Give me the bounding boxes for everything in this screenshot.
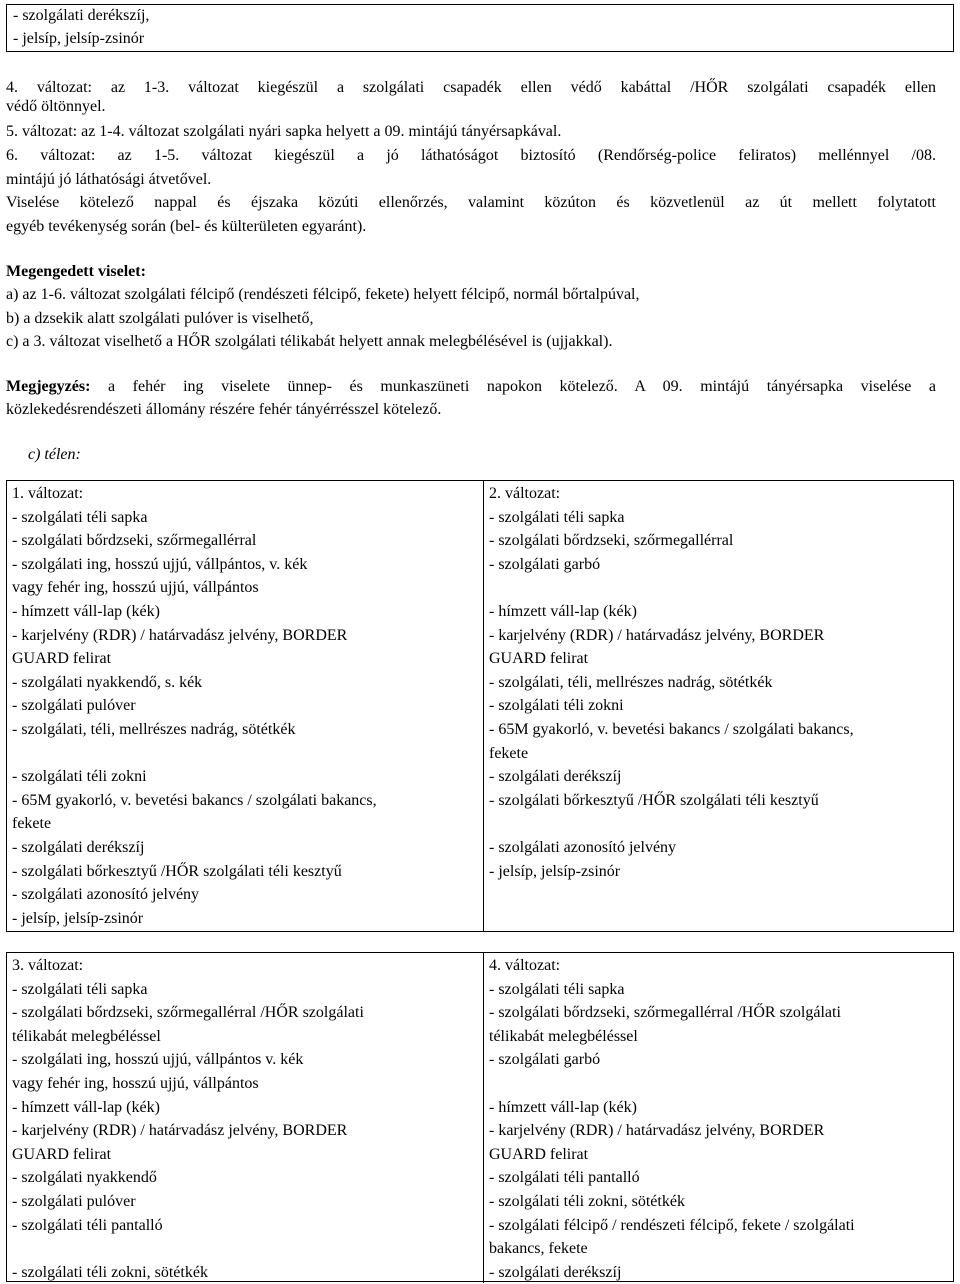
top-list-box (6, 4, 954, 52)
table-row: - szolgálati téli sapka (12, 980, 148, 998)
allowed-item-b: b) a dzsekik alatt szolgálati pulóver is viselhető, (6, 310, 314, 327)
table-row: - szolgálati bőrkesztyű /HŐR szolgálati téli kesztyű (489, 791, 819, 809)
allowed-heading: Megengedett viselet: (6, 263, 146, 280)
top-box-line: - jelsíp, jelsíp-zsinór (13, 30, 145, 47)
note-line-2: közlekedésrendészeti állomány részére fehér tányérrésszel kötelező. (6, 401, 442, 418)
table-row: 4. változat: (489, 957, 561, 974)
table-row: - szolgálati téli zokni, sötétkék (489, 1193, 685, 1210)
table-row: - karjelvény (RDR) / határvadász jelvény, BORDER (489, 626, 825, 644)
table-row: - hímzett váll-lap (kék) (489, 603, 637, 620)
table-row: - szolgálati ing, hosszú ujjú, vállpántos, v. kék (12, 555, 308, 573)
table-row: - hímzett váll-lap (kék) (12, 1098, 160, 1116)
table-row: - szolgálati téli sapka (489, 980, 625, 998)
table-row: - szolgálati nyakkendő, s. kék (12, 673, 203, 691)
table-row: vagy fehér ing, hosszú ujjú, vállpántos (12, 1075, 259, 1092)
table-row: - 65M gyakorló, v. bevetési bakancs / szolgálati bakancs, (12, 791, 377, 809)
table-row: - szolgálati pulóver (12, 1193, 136, 1210)
table-row: - karjelvény (RDR) / határvadász jelvény, BORDER (12, 626, 348, 644)
table-row: - szolgálati bőrdzseki, szőrmegallérral /HŐR szolgálati (12, 1004, 364, 1022)
table-row: - szolgálati garbó (489, 555, 601, 573)
table-row: - szolgálati ing, hosszú ujjú, vállpántos v. kék (12, 1051, 304, 1069)
table-row: 1. változat: (12, 485, 84, 502)
variant-6-line-2: mintájú jó láthatósági átvetővel. (6, 171, 212, 188)
table-row: - szolgálati téli zokni (12, 768, 147, 786)
table-row: GUARD felirat (12, 650, 112, 668)
table-row: - szolgálati garbó (489, 1051, 601, 1069)
allowed-item-c: c) a 3. változat viselhető a HŐR szolgálati télikabát helyett annak melegbélésével is (ujjakkal). (6, 333, 613, 350)
table-row: - szolgálati azonosító jelvény (489, 839, 677, 856)
table-row: - szolgálati félcipő / rendészeti félcipő, fekete / szolgálati (489, 1216, 855, 1234)
table-row: - szolgálati téli zokni, sötétkék (12, 1263, 208, 1281)
table-row: - szolgálati, téli, mellrészes nadrág, sötétkék (489, 673, 773, 691)
column-divider (483, 953, 484, 1283)
table-row: - szolgálati derékszíj (489, 1263, 622, 1281)
table-row: - szolgálati nyakkendő (12, 1169, 157, 1187)
winter-label: c) télen: (28, 446, 81, 463)
note-text: a fehér ing viselete ünnep- és munkaszüneti napokon kötelező. A 09. mintájú tányérsapka viselése a (90, 378, 936, 395)
table-winter-3-4 (6, 952, 954, 1282)
table-row: GUARD felirat (489, 650, 589, 668)
table-row: bakancs, fekete (489, 1240, 588, 1258)
table-row: 3. változat: (12, 957, 84, 974)
table-row: - szolgálati, téli, mellrészes nadrág, sötétkék (12, 721, 296, 738)
allowed-item-a: a) az 1-6. változat szolgálati félcipő (rendészeti félcipő, fekete) helyett félcipő, normál bőrtalpúval, (6, 286, 640, 303)
table-row: - karjelvény (RDR) / határvadász jelvény, BORDER (489, 1122, 825, 1140)
variant-6-line-1: 6. változat: az 1-5. változat kiegészül a jó láthatóságot biztosító (Rendőrség-police feliratos) mellénnyel /08. (6, 147, 936, 164)
variant-5-line: 5. változat: az 1-4. változat szolgálati nyári sapka helyett a 09. mintájú tányérsapkával. (6, 123, 562, 140)
table-row: télikabát melegbéléssel (12, 1027, 161, 1045)
table-row: fekete (489, 744, 529, 762)
table-row: - karjelvény (RDR) / határvadász jelvény, BORDER (12, 1122, 348, 1140)
table-row: fekete (12, 815, 52, 833)
table-row: GUARD felirat (489, 1145, 589, 1163)
table-row: - szolgálati téli sapka (12, 508, 148, 526)
table-row: - szolgálati téli pantalló (12, 1216, 163, 1234)
note-label: Megjegyzés: (6, 378, 91, 395)
table-row: - szolgálati téli sapka (489, 508, 625, 526)
variant-4-line-2: védő öltönnyel. (6, 98, 106, 115)
table-row: - szolgálati bőrdzseki, szőrmegallérral /HŐR szolgálati (489, 1004, 841, 1022)
table-row: - jelsíp, jelsíp-zsinór (489, 862, 621, 880)
table-row: - szolgálati bőrkesztyű /HŐR szolgálati téli kesztyű (12, 862, 342, 880)
table-row: - hímzett váll-lap (kék) (12, 603, 160, 620)
table-row: - 65M gyakorló, v. bevetési bakancs / szolgálati bakancs, (489, 721, 854, 738)
top-box-line: - szolgálati derékszíj, (13, 7, 150, 24)
table-row: - szolgálati azonosító jelvény (12, 886, 200, 904)
table-row: - szolgálati derékszíj (489, 768, 622, 786)
column-divider (483, 481, 484, 931)
table-row: - jelsíp, jelsíp-zsinór (12, 909, 144, 927)
table-row: - szolgálati téli zokni (489, 697, 624, 715)
table-row: 2. változat: (489, 485, 561, 502)
table-row: - szolgálati bőrdzseki, szőrmegallérral (12, 532, 257, 550)
table-row: télikabát melegbéléssel (489, 1027, 638, 1045)
table-row: - szolgálati derékszíj (12, 839, 145, 856)
table-row: - szolgálati pulóver (12, 697, 136, 715)
table-row: - hímzett váll-lap (kék) (489, 1098, 637, 1116)
variant-4-line-1: 4. változat: az 1-3. változat kiegészül a szolgálati csapadék ellen védő kabáttal /HŐR szolgálati csapadék ellen (6, 79, 936, 96)
table-row: - szolgálati téli pantalló (489, 1169, 640, 1187)
table-winter-1-2 (6, 480, 954, 932)
wear-line-2: egyéb tevékenység során (bel- és külterületen egyaránt). (6, 218, 367, 235)
table-row: GUARD felirat (12, 1145, 112, 1163)
table-row: vagy fehér ing, hosszú ujjú, vállpántos (12, 579, 259, 597)
note-line-1 (6, 377, 936, 397)
table-row: - szolgálati bőrdzseki, szőrmegallérral (489, 532, 734, 550)
wear-line-1: Viselése kötelező nappal és éjszaka közúti ellenőrzés, valamint közúton és közvetlenül az út mellett folytatott (6, 194, 936, 211)
